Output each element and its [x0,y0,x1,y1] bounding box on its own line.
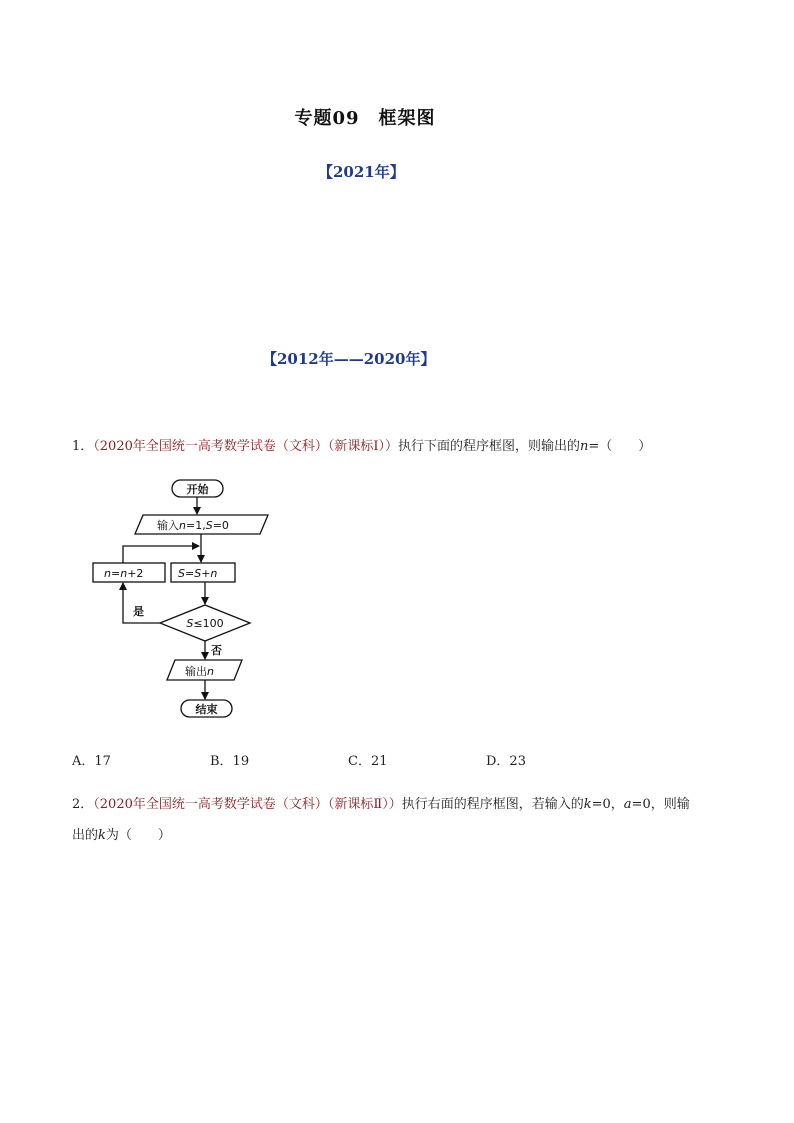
flowchart-condition-label: S≤100 [186,617,224,630]
flowchart-end-label: 结束 [195,703,218,716]
section-heading-2012-2020: 【2012年——2020年】 [262,350,436,368]
flowchart-loop-arrow [123,546,199,563]
flowchart-start-label: 开始 [186,483,209,496]
choice-a[interactable]: A．17 [72,754,111,769]
choice-b[interactable]: B．19 [210,754,250,769]
flowchart-yes-label: 是 [133,605,144,618]
choice-c[interactable]: C．21 [348,754,388,769]
question-line-2: 出的k为（ ） [72,828,171,843]
flowchart-output-label: 输出n [185,665,214,678]
section-heading-2021: 【2021年】 [318,163,405,181]
flowchart-update-s-label: S=S+n [178,567,218,580]
page-title: 专题09 框架图 [294,108,436,129]
question-text: 执行下面的程序框图，则输出的 [398,439,581,454]
question-number: 1． [72,439,94,454]
choice-d[interactable]: D．23 [486,754,526,769]
flowchart [80,472,280,724]
question-text: 执行右面的程序框图，若输入的 [401,797,584,812]
question-variable-k: k [98,828,106,843]
flowchart-input-label: 输入n=1,S=0 [157,519,229,532]
question-source: （2020年全国统一高考数学试卷（文科）（新课标Ⅰ）） [93,439,399,454]
question-1 [72,436,651,458]
question-number: 2． [72,797,94,812]
flowchart-update-n-label: n=n+2 [104,567,144,580]
flowchart-no-label: 否 [211,644,222,657]
question-source: （2020年全国统一高考数学试卷（文科）（新课标Ⅱ）） [93,797,402,812]
question-variable: n [580,439,589,454]
question-variable-k: k [583,797,592,812]
question-line-1: 2．（2020年全国统一高考数学试卷（文科）（新课标Ⅱ））执行右面的程序框图，若输入的k=0，a=0，则输 [72,797,690,812]
question-2 [72,794,732,847]
question-variable-a: a [623,797,632,812]
question-tail: =（ ） [588,439,652,454]
